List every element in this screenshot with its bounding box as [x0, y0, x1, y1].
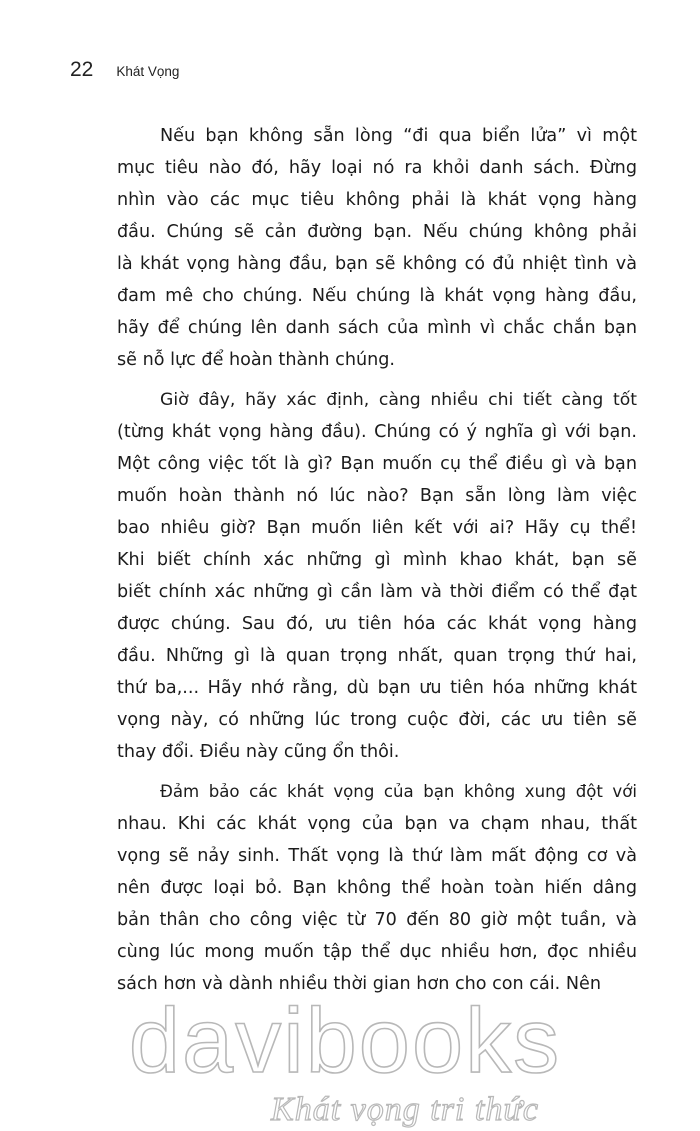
- page-header: [70, 58, 179, 82]
- text-line: cùng lúc mong muốn tập thể dục nhiều hơn, đọc nhiều: [117, 942, 637, 962]
- text-line: được chúng. Sau đó, ưu tiên hóa các khát vọng hàng: [117, 614, 637, 634]
- text-line: bản thân cho công việc từ 70 đến 80 giờ một tuần, và: [117, 910, 637, 930]
- text-line: đầu. Chúng sẽ cản đường bạn. Nếu chúng không phải: [117, 222, 637, 242]
- text-line: sẽ nỗ lực để hoàn thành chúng.: [117, 350, 396, 370]
- page-number: 22: [70, 58, 94, 81]
- text-line: biết chính xác những gì cần làm và thời điểm có thể đạt: [117, 582, 637, 602]
- text-line: nên được loại bỏ. Bạn không thể hoàn toàn hiến dâng: [117, 878, 637, 898]
- text-line: mục tiêu nào đó, hãy loại nó ra khỏi danh sách. Đừng: [117, 158, 637, 178]
- text-line: nhau. Khi các khát vọng của bạn va chạm nhau, thất: [117, 814, 637, 834]
- text-line: đam mê cho chúng. Nếu chúng là khát vọng hàng đầu,: [117, 286, 637, 306]
- text-line: bao nhiêu giờ? Bạn muốn liên kết với ai? Hãy cụ thể!: [117, 518, 637, 538]
- watermark-logo: [0, 990, 700, 1131]
- text-line: Giờ đây, hãy xác định, càng nhiều chi tiết càng tốt: [160, 390, 637, 410]
- text-line: nhìn vào các mục tiêu không phải là khát vọng hàng: [117, 190, 637, 210]
- paragraph: [117, 384, 637, 768]
- text-line: đầu. Những gì là quan trọng nhất, quan trọng thứ hai,: [117, 646, 637, 666]
- watermark: [0, 990, 700, 1131]
- text-line: thứ ba,... Hãy nhớ rằng, dù bạn ưu tiên hóa những khát: [117, 678, 637, 698]
- text-line: vọng sẽ nảy sinh. Thất vọng là thứ làm mất động cơ và: [117, 846, 637, 866]
- text-line: muốn hoàn thành nó lúc nào? Bạn sẵn lòng làm việc: [117, 486, 637, 506]
- text-line: Đảm bảo các khát vọng của bạn không xung đột với: [160, 782, 637, 801]
- text-line: là khát vọng hàng đầu, bạn sẽ không có đủ nhiệt tình và: [117, 254, 637, 274]
- text-line: thay đổi. Điều này cũng ổn thôi.: [117, 742, 400, 762]
- paragraph: [117, 120, 637, 376]
- text-line: sách hơn và dành nhiều thời gian hơn cho con cái. Nên: [117, 974, 601, 994]
- watermark-brand: davibooks: [128, 990, 562, 1092]
- text-line: Một công việc tốt là gì? Bạn muốn cụ thể điều gì và bạn: [117, 454, 637, 474]
- watermark-tagline: Khát vọng tri thức: [271, 1091, 539, 1128]
- text-line: Khi biết chính xác những gì mình khao khát, bạn sẽ: [117, 550, 637, 570]
- text-line: (từng khát vọng hàng đầu). Chúng có ý nghĩa gì với bạn.: [117, 422, 637, 442]
- text-line: Nếu bạn không sẵn lòng “đi qua biển lửa” vì một: [160, 126, 637, 146]
- paragraph: [117, 776, 637, 1000]
- running-title: Khát Vọng: [116, 64, 180, 79]
- body-text: [117, 120, 637, 1008]
- text-line: vọng này, có những lúc trong cuộc đời, các ưu tiên sẽ: [117, 710, 637, 730]
- text-line: hãy để chúng lên danh sách của mình vì chắc chắn bạn: [117, 318, 637, 338]
